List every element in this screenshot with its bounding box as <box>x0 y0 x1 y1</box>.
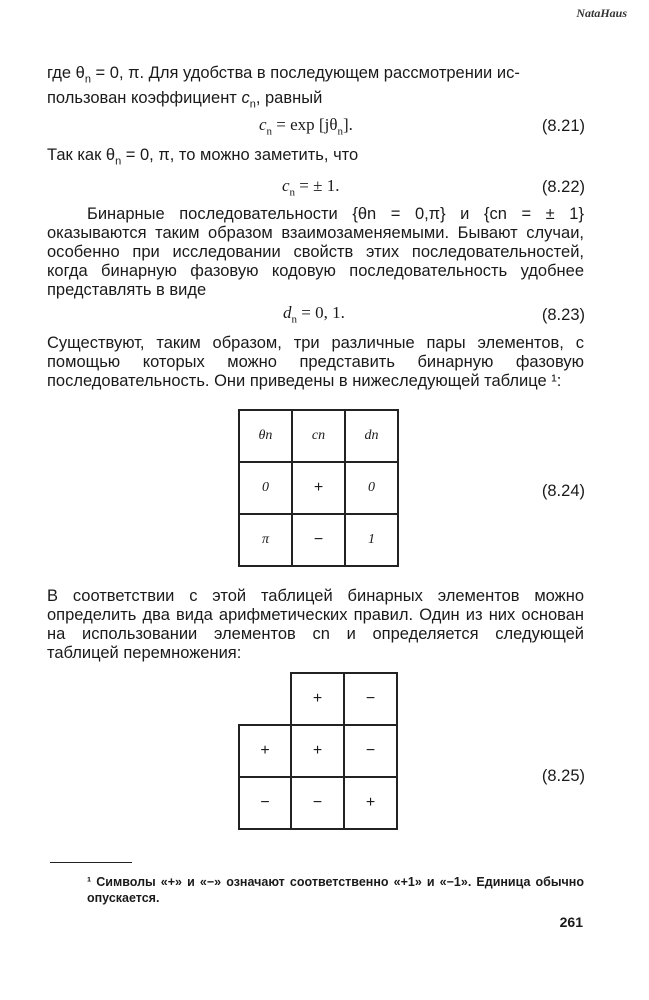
equation-number-8-23: (8.23) <box>541 306 585 324</box>
eq22-sub: n <box>289 186 296 199</box>
table-8-25-row-header: + <box>239 725 291 777</box>
paragraph-1 <box>47 64 584 115</box>
table-8-24-cell: − <box>292 514 345 566</box>
table-8-24-cell: 1 <box>345 514 398 566</box>
p1-line2-var: c <box>241 89 250 108</box>
page-number: 261 <box>559 914 583 930</box>
p1-line2-sub: n <box>249 98 256 111</box>
table-8-25-cell: − <box>344 725 397 777</box>
watermark-logo: NataHaus <box>576 6 627 20</box>
table-8-24-header-theta: θn <box>239 410 292 462</box>
paragraph-5: В соответствии с этой таблицей бинарных элементов можно определить два вида арифметических правил. Один из них основан на использовании элементов cn и определяется следующей таблицей перемножения: <box>47 587 584 662</box>
table-8-25-col-header: + <box>291 673 344 725</box>
p1-line1-b: = 0, π. Для удобства в последующем рассмотрении ис- <box>90 64 520 82</box>
table-8-24-cell: π <box>239 514 292 566</box>
p1-line1-a: где θ <box>47 64 85 82</box>
table-8-25-col-header: − <box>344 673 397 725</box>
table-8-24-header-d: dn <box>345 410 398 462</box>
paragraph-2 <box>47 146 584 171</box>
eq21-sub: n <box>266 125 273 138</box>
table-8-25-cell: − <box>291 777 344 829</box>
table-8-24-cell: 0 <box>345 462 398 514</box>
p2-sub: n <box>115 155 122 168</box>
eq22-right: = ± 1. <box>295 176 340 195</box>
table-8-24-cell: + <box>292 462 345 514</box>
p1-line2-b: , равный <box>255 89 323 108</box>
equation-number-8-21: (8.21) <box>541 117 585 135</box>
equation-number-8-24: (8.24) <box>541 482 585 500</box>
p1-line1-sub: n <box>84 73 91 86</box>
eq21-right: = exp [jθ <box>272 115 338 134</box>
eq23-right: = 0, 1. <box>297 303 345 322</box>
table-8-24-cell: 0 <box>239 462 292 514</box>
table-8-25-corner <box>239 673 291 725</box>
table-8-25-cell: + <box>344 777 397 829</box>
table-8-25-cell: + <box>291 725 344 777</box>
paragraph-4: Существуют, таким образом, три различные пары элементов, с помощью которых можно представить бинарную фазовую последовательность. Они приведены в нижеследующей таблице ¹: <box>47 334 584 390</box>
p1-line2-a: пользован коэффициент <box>47 89 242 108</box>
equation-8-21 <box>259 115 353 137</box>
eq21-sub2: n <box>337 125 343 138</box>
paragraph-3: Бинарные последовательности {θn = 0,π} и {cn = ± 1} оказываются таким образом взаимозаменяемыми. Бывают случаи, особенно при исследовании свойств этих последовательностей, когда бинарную фазовую кодовую последовательность удобнее представлять в виде <box>47 205 584 299</box>
table-8-25 <box>238 672 398 830</box>
eq21-tail: ]. <box>342 115 353 134</box>
footnote-rule <box>50 862 132 863</box>
footnote-text: ¹ Символы «+» и «−» означают соответственно «+1» и «−1». Единица обычно опускается. <box>87 875 584 905</box>
eq21-var: c <box>259 115 267 134</box>
eq23-sub: n <box>291 313 297 326</box>
p2-text: Так как θ <box>47 146 116 164</box>
eq22-var: c <box>282 176 290 195</box>
equation-8-22 <box>282 176 339 198</box>
table-8-24-header-c: cn <box>292 410 345 462</box>
table-8-24 <box>238 409 399 567</box>
equation-number-8-25: (8.25) <box>541 767 585 785</box>
p2-rest: = 0, π, то можно заметить, что <box>121 146 359 164</box>
equation-number-8-22: (8.22) <box>541 178 585 196</box>
footnote <box>47 874 584 906</box>
table-8-25-row-header: − <box>239 777 291 829</box>
eq23-var: d <box>283 303 292 322</box>
equation-8-23 <box>283 303 345 325</box>
